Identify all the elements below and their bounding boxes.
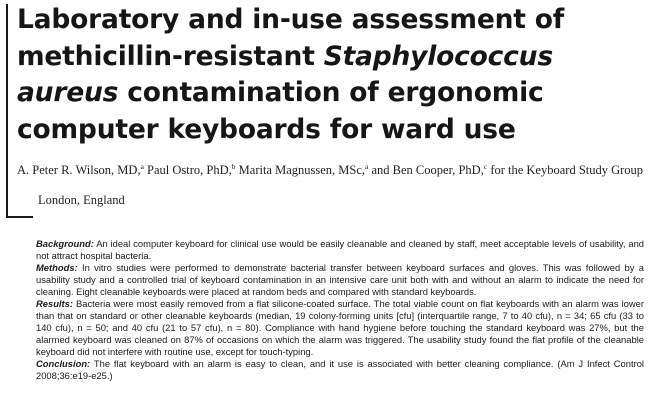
results-label: Results: [36, 298, 73, 309]
abstract-methods [36, 262, 644, 298]
location: London, England [38, 193, 125, 207]
title-italic: Staphylococcus aureus [17, 40, 553, 108]
article-title [17, 2, 647, 148]
author-2-affil: b [231, 162, 236, 171]
abstract-conclusion [36, 358, 644, 382]
author-1-affil: a [140, 162, 144, 171]
abstract-background [36, 238, 644, 262]
author-3: Marita Magnussen, MSc, [235, 163, 366, 177]
bottom-rule [6, 216, 33, 218]
author-4-affil: c [483, 162, 488, 171]
methods-label: Methods: [36, 262, 78, 273]
abstract-results [36, 298, 644, 358]
author-3-affil: a [365, 162, 369, 171]
title-part1: Laboratory and in-use assessment of methicillin-resistant [17, 4, 565, 72]
conclusion-text: The flat keyboard with an alarm is easy to clean, and it use is associated with better cleaning compliance. (Am J Infect Control 2008;36:e19-e25.) [36, 358, 644, 381]
study-group: for the Keyboard Study Group [487, 163, 644, 177]
left-rule [6, 4, 8, 218]
abstract [36, 238, 644, 382]
methods-text: In vitro studies were performed to demonstrate bacterial transfer between keyboard surfaces and gloves. This was followed by a usability study and a controlled trial of keyboard contamination in an intensive care unit both with and without an alarm to indicate the need for cleaning. Eight cleanable keyboards were placed at random beds and compared with standard keyboards. [36, 262, 644, 297]
background-text: An ideal computer keyboard for clinical use would be easily cleanable and cleaned by staff, meet acceptable levels of usability, and not attract hospital bacteria. [36, 238, 644, 261]
author-4: and Ben Cooper, PhD, [368, 163, 484, 177]
results-text: Bacteria were most easily removed from a flat silicone-coated surface. The total viable count on flat keyboards with an alarm was lower than that on standard or other cleanable keyboards (median, 19 colony-forming units [cfu] (interquartile range, 7 to 40 cfu), n = 34; 65 cfu (33 to 140 cfu), n = 50; and 40 cfu (21 to 57 cfu), n = 80). Compliance with hand hygiene before touching the standard keyboard was 27%, but the alarmed keyboard was cleaned on 87% of occasions on which the alarm was triggered. The usability study found the flat profile of the cleanable keyboard did not interfere with routine use, except for touch-typing. [36, 298, 644, 357]
title-part2: contamination of ergonomic computer keyboards for ward use [17, 77, 544, 145]
author-list [17, 163, 649, 178]
background-label: Background: [36, 238, 94, 249]
conclusion-label: Conclusion: [36, 358, 91, 369]
author-1: A. Peter R. Wilson, MD, [17, 163, 141, 177]
author-2: Paul Ostro, PhD, [143, 163, 232, 177]
